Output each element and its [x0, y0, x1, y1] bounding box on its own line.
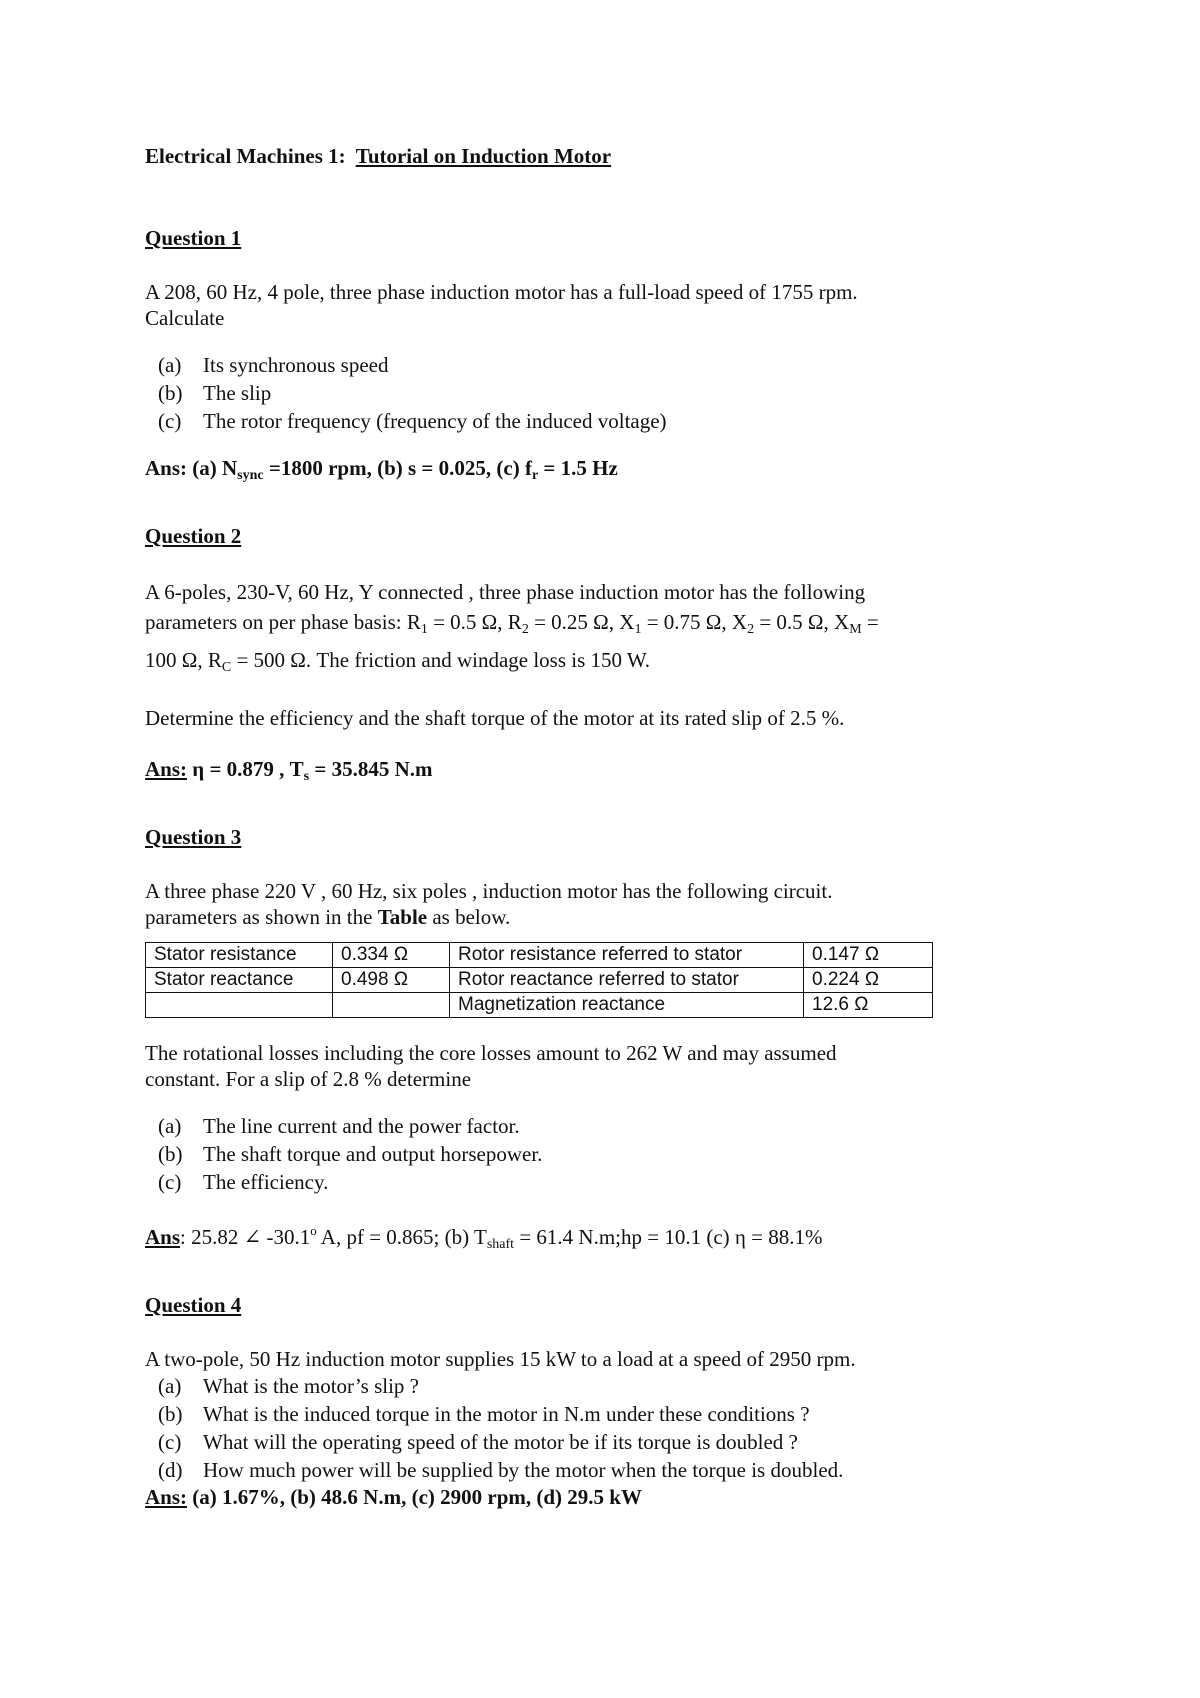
- q2-text-line2: parameters on per phase basis: $R_1 = 0.5$ Ω, $R_2 = 0.25$ Ω, $X_1 = 0.75$ Ω, $X_2 = 0.5$ Ω, $X_M$ =: [145, 610, 879, 637]
- q1-text-line2: Calculate: [145, 306, 225, 330]
- q2-answer: Ans: η = 0.879 , $T_s = 35.845$ N.m: [145, 757, 433, 784]
- list-item: (d) How much power will be supplied by the motor when the torque is doubled.: [158, 1458, 844, 1482]
- table-cell: Stator reactance: [146, 968, 333, 993]
- parameters-table: [145, 942, 933, 1018]
- list-item: (b) What is the induced torque in the motor in N.m under these conditions ?: [158, 1402, 810, 1426]
- q1-list: [158, 351, 1065, 435]
- q4-list: [158, 1372, 1065, 1484]
- q3-answer: Ans: 25.82 ∠ -30.1$^o$ A, pf = 0.865; (b) $T_{shaft} = 61.4$ N.m;hp = 10.1 (c) η = 88.1%: [145, 1223, 823, 1252]
- list-item: (c) What will the operating speed of the motor be if its torque is doubled ?: [158, 1430, 798, 1454]
- title-main: Tutorial on Induction Motor: [355, 144, 612, 168]
- q2-text-line1: A 6-poles, 230-V, 60 Hz, Y connected , three phase induction motor has the following: [145, 580, 866, 604]
- page-title: [145, 143, 1065, 169]
- q4-text-line1: A two-pole, 50 Hz induction motor supplies 15 kW to a load at a speed of 2950 rpm.: [145, 1347, 856, 1371]
- table-cell: 0.334 Ω: [333, 943, 450, 968]
- table-cell: [146, 993, 333, 1018]
- table-row: [146, 943, 933, 968]
- q3-text-line4: constant. For a slip of 2.8 % determine: [145, 1067, 472, 1091]
- document-page: [145, 143, 1065, 1510]
- table-row: [146, 968, 933, 993]
- q2-heading: Question 2: [145, 524, 242, 548]
- q3-text-line1: A three phase 220 V , 60 Hz, six poles , induction motor has the following circuit.: [145, 879, 833, 903]
- q3-text-line3: The rotational losses including the core losses amount to 262 W and may assumed: [145, 1041, 837, 1065]
- q4-answer: Ans: (a) 1.67%, (b) 48.6 N.m, (c) 2900 rpm, (d) 29.5 kW: [145, 1485, 642, 1509]
- q1-answer: Ans: (a) $N_{sync} =1800$ rpm, (b) s = 0.025, (c) $f_r = 1.5$ Hz: [145, 456, 618, 483]
- list-item: (b) The shaft torque and output horsepower.: [158, 1142, 543, 1166]
- table-cell: Stator resistance: [146, 943, 333, 968]
- q1-heading: Question 1: [145, 226, 242, 250]
- q3-heading: Question 3: [145, 825, 242, 849]
- table-cell: 0.498 Ω: [333, 968, 450, 993]
- q2-text-line3: 100 Ω, $R_C = 500$ Ω. The friction and windage loss is 150 W.: [145, 648, 651, 675]
- table-cell: 0.147 Ω: [804, 943, 933, 968]
- table-cell: [333, 993, 450, 1018]
- table-cell: Rotor reactance referred to stator: [450, 968, 804, 993]
- table-cell: Magnetization reactance: [450, 993, 804, 1018]
- q2-text-line4: Determine the efficiency and the shaft torque of the motor at its rated slip of 2.5 %.: [145, 706, 845, 730]
- list-item: (a) What is the motor’s slip ?: [158, 1374, 419, 1398]
- q3-text-line2: parameters as shown in the Table as below.: [145, 905, 511, 929]
- q1-text-line1: A 208, 60 Hz, 4 pole, three phase induction motor has a full-load speed of 1755 rpm.: [145, 280, 858, 304]
- table-cell: Rotor resistance referred to stator: [450, 943, 804, 968]
- list-item: (a) Its synchronous speed: [158, 353, 389, 377]
- table-cell: 12.6 Ω: [804, 993, 933, 1018]
- q3-list: [158, 1112, 1065, 1196]
- table-cell: 0.224 Ω: [804, 968, 933, 993]
- title-prefix: Electrical Machines 1:: [145, 144, 346, 168]
- list-item: (b) The slip: [158, 381, 272, 405]
- list-item: (c) The rotor frequency (frequency of the induced voltage): [158, 409, 667, 433]
- list-item: (a) The line current and the power factor.: [158, 1114, 520, 1138]
- table-row: [146, 993, 933, 1018]
- q4-heading: Question 4: [145, 1293, 242, 1317]
- list-item: (c) The efficiency.: [158, 1170, 329, 1194]
